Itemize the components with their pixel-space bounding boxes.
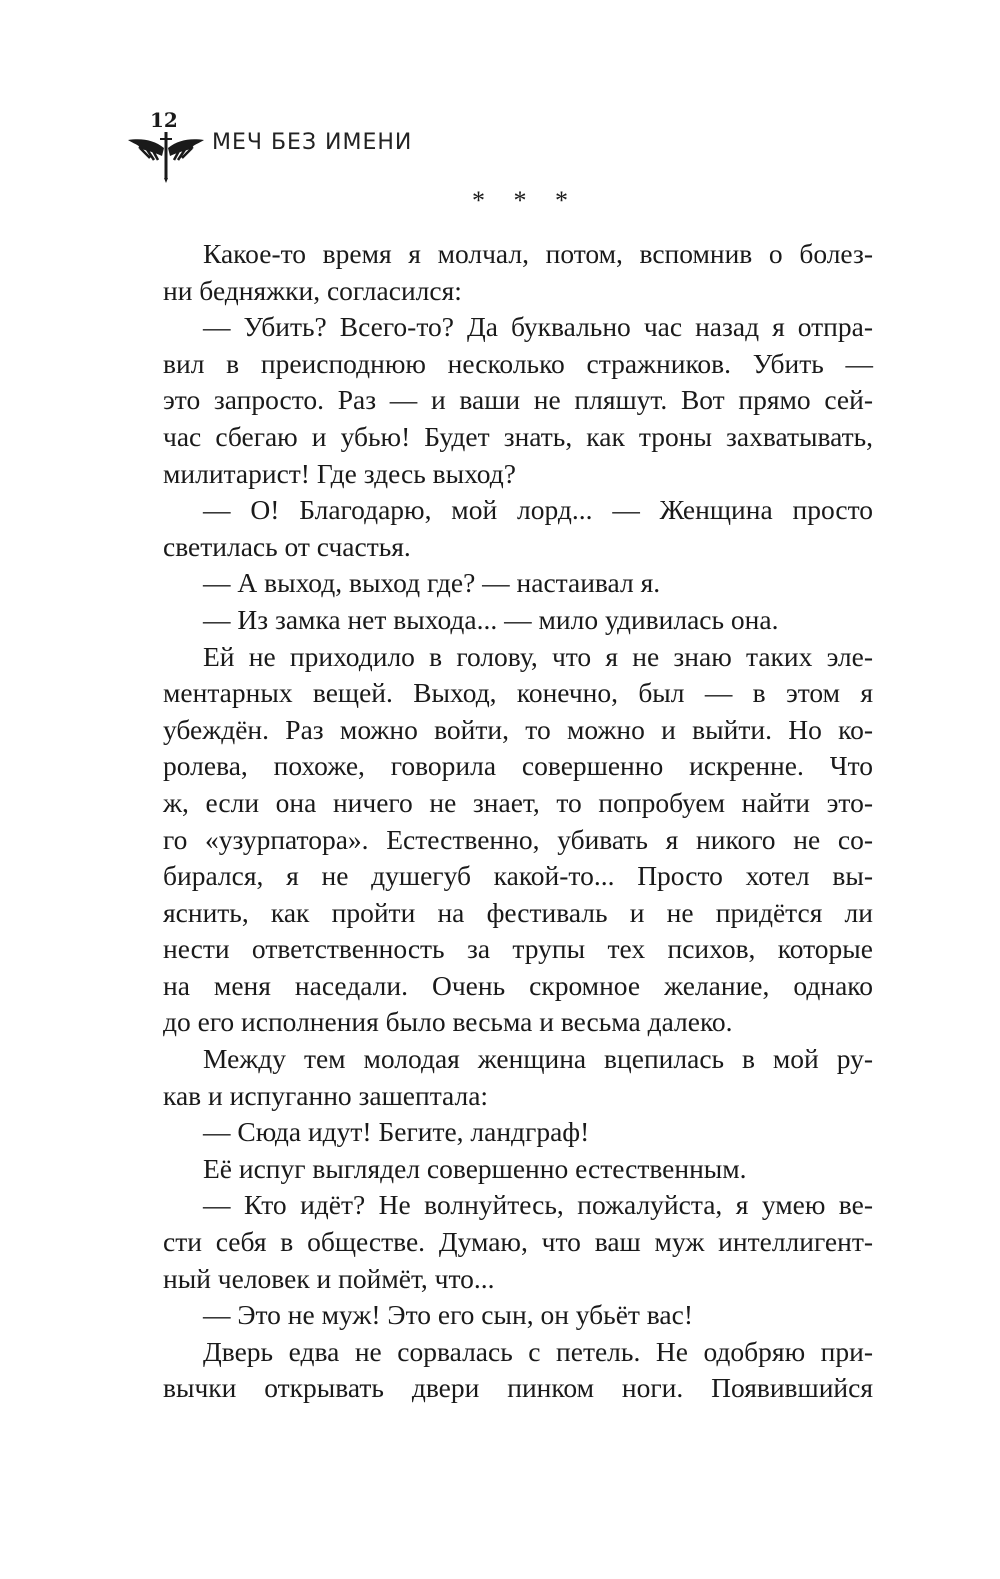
text-line: Ей не приходило в голову, что я не знаю таких эле- xyxy=(203,640,873,672)
text-line: сти себя в обществе. Думаю, что ваш муж интеллигент- xyxy=(163,1226,873,1258)
text-line: — О! Благодарю, мой лорд... — Женщина просто xyxy=(203,494,873,526)
text-line: ный человек и поймёт, что... xyxy=(163,1262,495,1294)
text-line: светилась от счастья. xyxy=(163,530,411,562)
text-line: нести ответственность за трупы тех психов, которые xyxy=(163,933,873,965)
text-line: — Убить? Всего-то? Да буквально час назад я отпра- xyxy=(203,311,873,343)
body-text xyxy=(163,236,873,1407)
section-separator: * * * xyxy=(472,186,568,215)
text-line: вычки открывать двери пинком ноги. Появившийся xyxy=(163,1372,873,1404)
text-line: час сбегаю и убью! Будет знать, как троны захватывать, xyxy=(163,420,873,452)
text-line: милитарист! Где здесь выход? xyxy=(163,457,516,489)
text-line: — Кто идёт? Не волнуйтесь, пожалуйста, я умею ве- xyxy=(203,1189,873,1221)
text-line: Дверь едва не сорвалась с петель. Не одобряю при- xyxy=(203,1335,873,1367)
text-line: убеждён. Раз можно войти, то можно и выйти. Но ко- xyxy=(163,713,873,745)
text-line: бирался, я не душегуб какой-то... Просто хотел вы- xyxy=(163,860,873,892)
text-line: это запросто. Раз — и ваши не пляшут. Вот прямо сей- xyxy=(163,384,873,416)
text-line: ментарных вещей. Выход, конечно, был — в этом я xyxy=(163,677,873,709)
running-title: МЕЧ БЕЗ ИМЕНИ xyxy=(212,130,413,155)
text-line: — А выход, выход где? — настаивал я. xyxy=(203,567,661,599)
winged-sword-emblem-icon xyxy=(128,128,204,184)
text-line: на меня наседали. Очень скромное желание, однако xyxy=(163,969,873,1001)
text-line: го «узурпатора». Естественно, убивать я никого не со- xyxy=(163,823,873,855)
text-line: Какое-то время я молчал, потом, вспомнив о болез- xyxy=(203,238,873,269)
text-line: ни бедняжки, согласился: xyxy=(163,274,462,306)
text-line: Её испуг выглядел совершенно естественным. xyxy=(203,1152,747,1184)
text-line: — Из замка нет выхода... — мило удивилась она. xyxy=(203,603,779,635)
text-line: яснить, как пройти на фестиваль и не придётся ли xyxy=(163,896,873,928)
text-line: Между тем молодая женщина вцепилась в мой ру- xyxy=(203,1043,873,1075)
text-line: до его исполнения было весьма и весьма далеко. xyxy=(163,1006,733,1038)
text-line: ролева, похоже, говорила совершенно искренне. Что xyxy=(163,750,873,782)
text-line: кав и испуганно зашептала: xyxy=(163,1079,489,1111)
text-line: — Сюда идут! Бегите, ландграф! xyxy=(203,1116,590,1148)
page-number: 12 xyxy=(150,108,178,132)
text-line: вил в преисподнюю несколько стражников. Убить — xyxy=(163,347,873,379)
text-line: ж, если она ничего не знает, то попробуем найти это- xyxy=(163,786,873,818)
text-line: — Это не муж! Это его сын, он убьёт вас! xyxy=(203,1299,693,1331)
